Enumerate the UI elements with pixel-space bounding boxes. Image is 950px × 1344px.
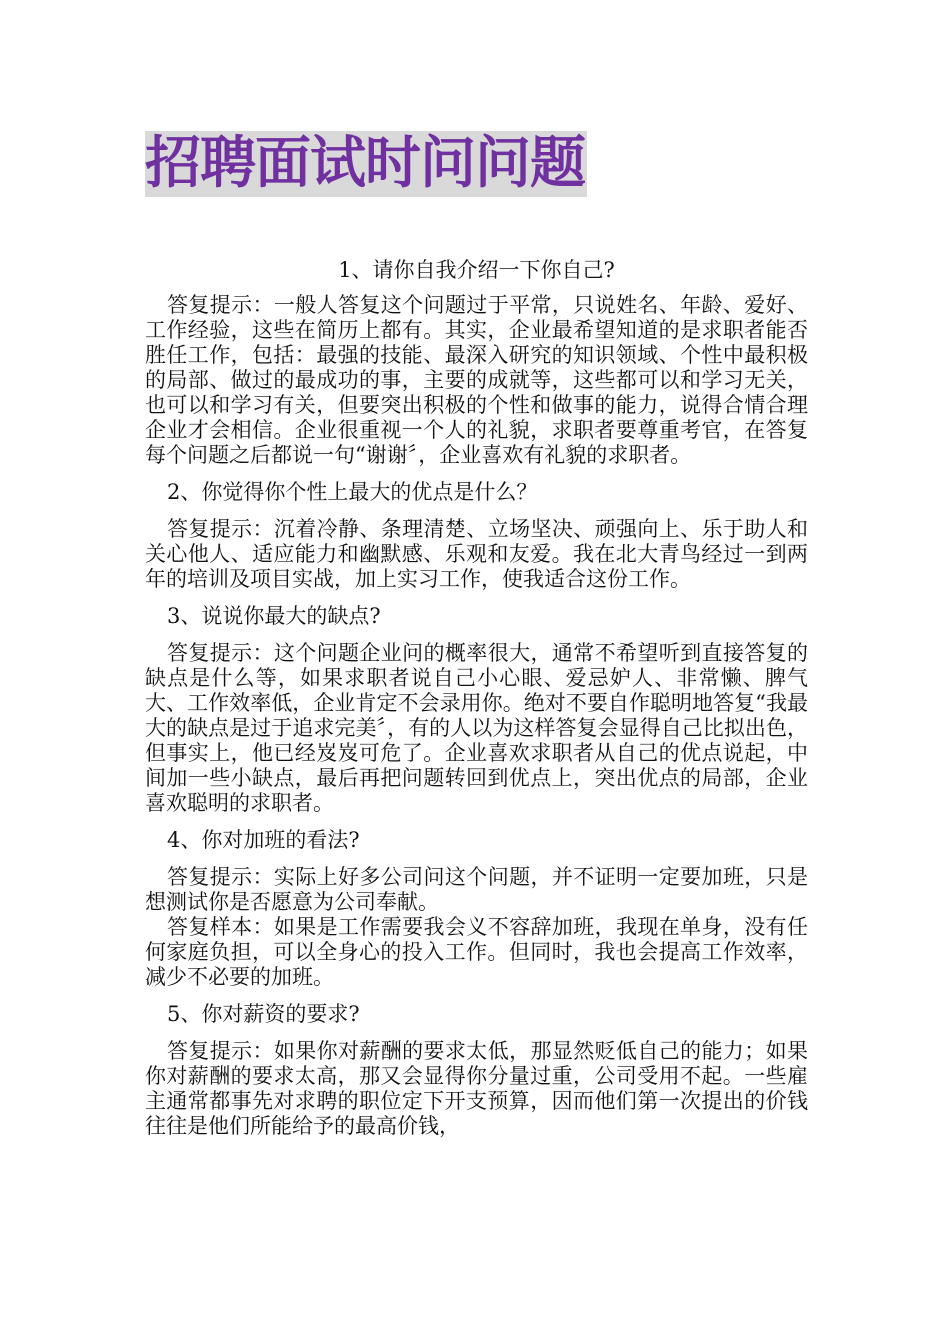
answer-4-hint: 答复提示：实际上好多公司问这个问题，并不证明一定要加班，只是想测试你是否愿意为公司奉献。 [145,865,808,914]
answer-1: 答复提示：一般人答复这个问题过于平常，只说姓名、年龄、爱好、工作经验，这些在简历上都有。其实，企业最希望知道的是求职者能否胜任工作，包括：最强的技能、最深入研究的知识领域、个性中最积极的局部、做过的最成功的事，主要的成就等，这些都可以和学习无关，也可以和学习有关，但要突出积极的个性和做事的能力，说得合情合理企业才会相信。企业很重视一个人的礼貌，求职者要尊重考官，在答复每个问题之后都说一句“谢谢〞，企业喜欢有礼貌的求职者。 [145,293,808,467]
question-2: 2、你觉得你个性上最大的优点是什么？ [167,480,538,504]
answer-3: 答复提示：这个问题企业问的概率很大，通常不希望听到直接答复的缺点是什么等，如果求职者说自己小心眼、爱忌妒人、非常懒、脾气大、工作效率低，企业肯定不会录用你。绝对不要自作聪明地答复“我最大的缺点是过于追求完美〞，有的人以为这样答复会显得自己比拟出色，但事实上，他已经岌岌可危了。企业喜欢求职者从自己的优点说起，中间加一些小缺点，最后再把问题转回到优点上，突出优点的局部，企业喜欢聪明的求职者。 [145,641,808,815]
title-block [145,131,587,197]
question-4: 4、你对加班的看法? [167,828,360,852]
question-1: 1、请你自我介绍一下你自己? [338,258,615,282]
question-5: 5、你对薪资的要求? [167,1002,360,1026]
document-title: 招聘面试时问问题 [145,131,585,196]
answer-2: 答复提示：沉着冷静、条理清楚、立场坚决、顽强向上、乐于助人和关心他人、适应能力和幽默感、乐观和友爱。我在北大青鸟经过一到两年的培训及项目实战，加上实习工作，使我适合这份工作。 [145,517,808,591]
document-body [145,258,808,1151]
answer-4-sample: 答复样本：如果是工作需要我会义不容辞加班，我现在单身，没有任何家庭负担，可以全身心的投入工作。但同时，我也会提高工作效率，减少不必要的加班。 [145,915,808,989]
answer-5: 答复提示：如果你对薪酬的要求太低，那显然贬低自己的能力；如果你对薪酬的要求太高，那又会显得你分量过重，公司受用不起。一些雇主通常都事先对求聘的职位定下开支预算，因而他们第一次提出的价钱往往是他们所能给予的最高价钱， [145,1039,808,1138]
question-3: 3、说说你最大的缺点? [167,604,381,628]
